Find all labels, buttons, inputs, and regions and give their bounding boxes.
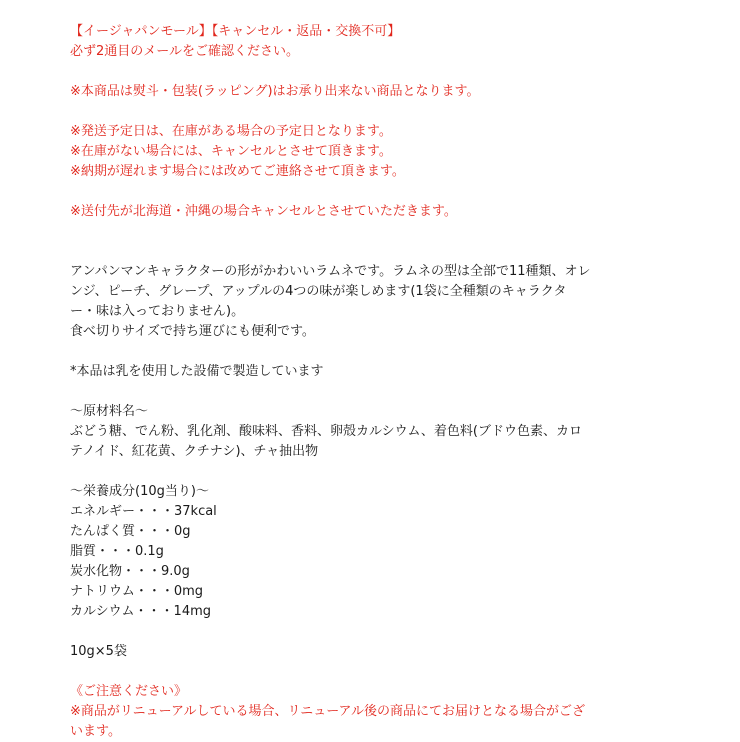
nutrition-calcium: カルシウム・・・14mg [70, 604, 212, 619]
store-notice-heading: 【イージャパンモール】【キャンセル・返品・交換不可】 [70, 24, 401, 39]
caution-line-1: ※商品がリニューアルしている場合、リニューアル後の商品にてお届けとなる場合がござ [70, 704, 586, 719]
shipping-notice-1: ※発送予定日は、在庫がある場合の予定日となります。 [70, 124, 392, 139]
nutrition-sodium: ナトリウム・・・0mg [70, 584, 204, 599]
ingredients-line-1: ぶどう糖、でん粉、乳化剤、酸味料、香料、卵殻カルシウム、着色料(ブドウ色素、カロ [70, 424, 583, 439]
spacer [70, 382, 630, 402]
spacer [70, 222, 630, 242]
shipping-notice-3: ※納期が遅れます場合には改めてご連絡させて頂きます。 [70, 164, 405, 179]
spacer [70, 182, 630, 202]
nutrition-heading: 〜栄養成分(10g当り)〜 [70, 484, 209, 499]
spacer [70, 242, 630, 262]
spacer [70, 102, 630, 122]
ingredients-heading: 〜原材料名〜 [70, 404, 149, 419]
spacer [70, 342, 630, 362]
spacer [70, 662, 630, 682]
shipping-notice-2: ※在庫がない場合には、キャンセルとさせて頂きます。 [70, 144, 392, 159]
email-confirm-notice: 必ず2通目のメールをご確認ください。 [70, 44, 300, 59]
spacer [70, 622, 630, 642]
description-line-3: ー・味は入っておりません)。 [70, 304, 245, 319]
product-description [70, 22, 630, 742]
description-line-2: ンジ、ピーチ、グレープ、アップルの4つの味が楽しめます(1袋に全種類のキャラクタ [70, 284, 567, 299]
nutrition-energy: エネルギー・・・37kcal [70, 504, 217, 519]
nutrition-carbohydrate: 炭水化物・・・9.0g [70, 564, 190, 579]
package-size: 10g×5袋 [70, 644, 127, 659]
description-line-4: 食べ切りサイズで持ち運びにも便利です。 [70, 324, 315, 339]
caution-heading: 《ご注意ください》 [70, 684, 188, 699]
allergen-note: *本品は乳を使用した設備で製造しています [70, 364, 324, 379]
region-notice: ※送付先が北海道・沖縄の場合キャンセルとさせていただきます。 [70, 204, 457, 219]
wrapping-notice: ※本商品は熨斗・包装(ラッピング)はお承り出来ない商品となります。 [70, 84, 480, 99]
nutrition-protein: たんぱく質・・・0g [70, 524, 191, 539]
spacer [70, 62, 630, 82]
caution-line-2: います。 [70, 724, 121, 739]
spacer [70, 462, 630, 482]
description-line-1: アンパンマンキャラクターの形がかわいいラムネです。ラムネの型は全部で11種類、オレ [70, 264, 591, 279]
ingredients-line-2: テノイド、紅花黄、クチナシ)、チャ抽出物 [70, 444, 319, 459]
nutrition-fat: 脂質・・・0.1g [70, 544, 164, 559]
